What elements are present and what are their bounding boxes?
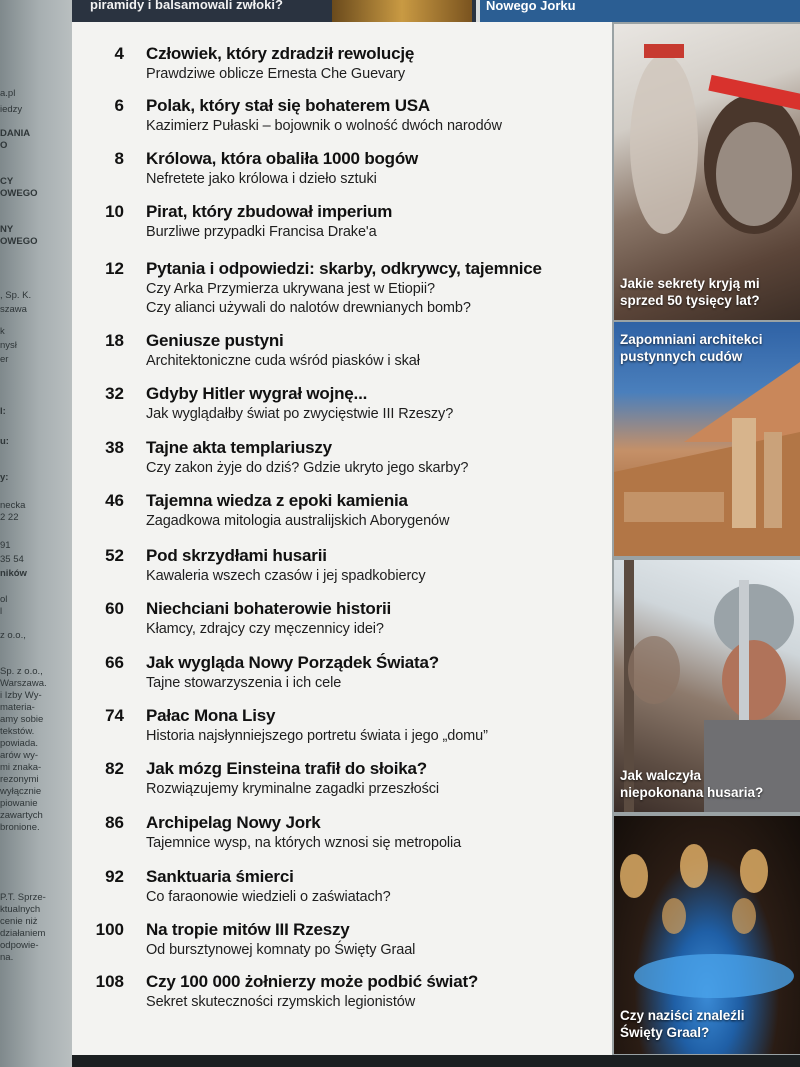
toc-title: Tajne akta templariuszy xyxy=(146,438,332,457)
masthead-line: na. xyxy=(0,952,14,963)
photo-3-caption-line-2: niepokonana husaria? xyxy=(620,785,764,800)
top-banner xyxy=(72,0,800,22)
toc-entry xyxy=(72,920,612,970)
masthead-line: amy sobie xyxy=(0,714,44,725)
toc-entry xyxy=(72,813,612,863)
masthead-line: OWEGO xyxy=(0,236,38,247)
toc-description: Od bursztynowej komnaty po Święty Graal xyxy=(146,942,416,958)
toc-entry xyxy=(72,599,612,649)
toc-title: Gdyby Hitler wygrał wojnę... xyxy=(146,384,368,403)
photo-2-caption-line-2: pustynnych cudów xyxy=(620,349,743,364)
toc-page-number: 10 xyxy=(105,202,124,221)
masthead-line: OWEGO xyxy=(0,188,38,199)
masthead-line: l xyxy=(0,606,3,617)
toc-entry xyxy=(72,972,612,1022)
toc-page-number: 6 xyxy=(114,96,124,115)
toc-entry xyxy=(72,44,612,94)
toc-page-number: 66 xyxy=(105,653,124,672)
toc-page-number: 4 xyxy=(114,44,124,63)
toc-description: Historia najsłynniejszego portretu świata i jego „domu” xyxy=(146,728,488,744)
masthead-line: wyłącznie xyxy=(0,786,42,797)
toc-description: Kłamcy, zdrajcy czy męczennicy idei? xyxy=(146,621,384,637)
toc-title: Czy 100 000 żołnierzy może podbić świat? xyxy=(146,972,479,991)
toc-page-number: 60 xyxy=(105,599,124,618)
toc-description: Architektoniczne cuda wśród piasków i skał xyxy=(146,353,420,369)
masthead-line: CY xyxy=(0,176,14,187)
toc-title: Geniusze pustyni xyxy=(146,331,284,350)
toc-title: Tajemna wiedza z epoki kamienia xyxy=(146,491,408,510)
toc-page-number: 82 xyxy=(105,759,124,778)
photo-1-caption-line-2: sprzed 50 tysięcy lat? xyxy=(620,293,760,308)
masthead-line: zawartych xyxy=(0,810,43,821)
photo-crypt xyxy=(614,816,800,1054)
photo-desert xyxy=(614,322,800,556)
toc-entry xyxy=(72,653,612,703)
toc-page-number: 92 xyxy=(105,867,124,886)
bottom-edge-bar xyxy=(72,1055,800,1067)
toc-description: Nefretete jako królowa i dzieło sztuki xyxy=(146,171,377,187)
toc-title: Jak mózg Einsteina trafił do słoika? xyxy=(146,759,427,778)
toc-page-number: 108 xyxy=(95,972,124,991)
masthead-line: arów wy- xyxy=(0,750,39,761)
toc-entry xyxy=(72,331,612,381)
toc-page-number: 74 xyxy=(105,706,124,725)
toc-title: Archipelag Nowy Jork xyxy=(146,813,321,832)
toc-description: Co faraonowie wiedzieli o zaświatach? xyxy=(146,889,391,905)
masthead-line: materia- xyxy=(0,702,35,713)
masthead-line: a.pl xyxy=(0,88,16,99)
toc-title: Pod skrzydłami husarii xyxy=(146,546,327,565)
masthead-line: ol xyxy=(0,594,8,605)
toc-page-number: 32 xyxy=(105,384,124,403)
toc-page-number: 100 xyxy=(95,920,124,939)
masthead-line: 91 xyxy=(0,540,11,551)
toc-description: Kawaleria wszech czasów i jej spadkobiercy xyxy=(146,568,426,584)
masthead-line: z o.o., xyxy=(0,630,26,641)
toc-description: Sekret skuteczności rzymskich legionistów xyxy=(146,994,416,1010)
toc-description: Czy zakon żyje do dziś? Gdzie ukryto jego skarby? xyxy=(146,460,469,476)
left-masthead-strip xyxy=(0,0,72,1067)
toc-page-number: 38 xyxy=(105,438,124,457)
masthead-line: y: xyxy=(0,472,9,483)
masthead-line: powiada. xyxy=(0,738,39,749)
toc-page-number: 86 xyxy=(105,813,124,832)
toc-entry xyxy=(72,438,612,488)
masthead-line: iedzy xyxy=(0,104,23,115)
table-of-contents xyxy=(72,22,612,1055)
masthead-line: P.T. Sprze- xyxy=(0,892,46,903)
toc-description: Zagadkowa mitologia australijskich Aborygenów xyxy=(146,513,450,529)
toc-entry xyxy=(72,867,612,917)
masthead-line: nysł xyxy=(0,340,17,351)
top-banner-right-text: Nowego Jorku xyxy=(486,0,576,13)
toc-title: Człowiek, który zdradził rewolucję xyxy=(146,44,415,63)
masthead-line: necka xyxy=(0,500,26,511)
masthead-line: i Izby Wy- xyxy=(0,690,42,701)
masthead-line: cenie niż xyxy=(0,916,38,927)
toc-entry xyxy=(72,149,612,199)
toc-page-number: 12 xyxy=(105,259,124,278)
masthead-line: ników xyxy=(0,568,27,579)
toc-description: Tajne stowarzyszenia i ich cele xyxy=(146,675,342,691)
photo-4-caption-line-2: Święty Graal? xyxy=(620,1025,710,1040)
toc-page-number: 46 xyxy=(105,491,124,510)
masthead-line: rezonymi xyxy=(0,774,39,785)
toc-title: Królowa, która obaliła 1000 bogów xyxy=(146,149,419,168)
toc-title: Polak, który stał się bohaterem USA xyxy=(146,96,430,115)
masthead-line: DANIA xyxy=(0,128,31,139)
masthead-line: er xyxy=(0,354,9,365)
toc-description: Czy Arka Przymierza ukrywana jest w Etiopii? xyxy=(146,281,435,297)
masthead-line: 35 54 xyxy=(0,554,24,565)
masthead-line: ktualnych xyxy=(0,904,41,915)
masthead-line: odpowie- xyxy=(0,940,39,951)
toc-description: Prawdziwe oblicze Ernesta Che Guevary xyxy=(146,66,406,82)
toc-entry xyxy=(72,706,612,756)
toc-entry xyxy=(72,759,612,809)
toc-description: Burzliwe przypadki Francisa Drake'a xyxy=(146,224,377,240)
masthead-line: 2 22 xyxy=(0,512,19,523)
toc-page-number: 52 xyxy=(105,546,124,565)
photo-hussar xyxy=(614,560,800,812)
toc-title: Na tropie mitów III Rzeszy xyxy=(146,920,350,939)
toc-title: Pałac Mona Lisy xyxy=(146,706,276,725)
masthead-line: NY xyxy=(0,224,14,235)
toc-description: Czy alianci używali do nalotów drewnianych bomb? xyxy=(146,300,471,316)
masthead-line: , Sp. K. xyxy=(0,290,32,301)
toc-entry xyxy=(72,96,612,146)
toc-page-number: 8 xyxy=(114,149,124,168)
photo-1-caption-line-1: Jakie sekrety kryją mi xyxy=(620,276,760,291)
toc-description: Tajemnice wysp, na których wznosi się metropolia xyxy=(146,835,462,851)
masthead-line: u: xyxy=(0,436,9,447)
masthead-line: bronione. xyxy=(0,822,40,833)
masthead-line: mi znaka- xyxy=(0,762,42,773)
toc-description: Kazimierz Pułaski – bojownik o wolność dwóch narodów xyxy=(146,118,502,134)
masthead-line: tekstów. xyxy=(0,726,35,737)
masthead-line: k xyxy=(0,326,5,337)
toc-title: Niechciani bohaterowie historii xyxy=(146,599,392,618)
photo-3-caption-line-1: Jak walczyła xyxy=(620,768,702,783)
photo-2-caption-line-1: Zapomniani architekci xyxy=(620,332,763,347)
masthead-line: Warszawa. xyxy=(0,678,47,689)
photo-aboriginal xyxy=(614,24,800,320)
masthead-line: szawa xyxy=(0,304,27,315)
toc-entry xyxy=(72,259,612,316)
toc-title: Sanktuaria śmierci xyxy=(146,867,294,886)
top-banner-left-text: piramidy i balsamowali zwłoki? xyxy=(90,0,283,12)
masthead-line: Sp. z o.o., xyxy=(0,666,43,677)
top-banner-right xyxy=(480,0,800,22)
top-banner-image xyxy=(332,0,472,22)
toc-title: Pirat, który zbudował imperium xyxy=(146,202,393,221)
toc-entry xyxy=(72,384,612,434)
toc-entry xyxy=(72,202,612,252)
toc-entry xyxy=(72,491,612,541)
toc-title: Jak wygląda Nowy Porządek Świata? xyxy=(146,653,439,672)
masthead-line: piowanie xyxy=(0,798,38,809)
masthead-line: l: xyxy=(0,406,6,417)
photo-4-caption-line-1: Czy naziści znaleźli xyxy=(620,1008,745,1023)
masthead-line: O xyxy=(0,140,8,151)
toc-description: Rozwiązujemy kryminalne zagadki przeszłości xyxy=(146,781,440,797)
toc-page-number: 18 xyxy=(105,331,124,350)
toc-entry xyxy=(72,546,612,596)
toc-description: Jak wyglądałby świat po zwycięstwie III Rzeszy? xyxy=(146,406,454,422)
masthead-line: działaniem xyxy=(0,928,46,939)
toc-title: Pytania i odpowiedzi: skarby, odkrywcy, tajemnice xyxy=(146,259,542,278)
